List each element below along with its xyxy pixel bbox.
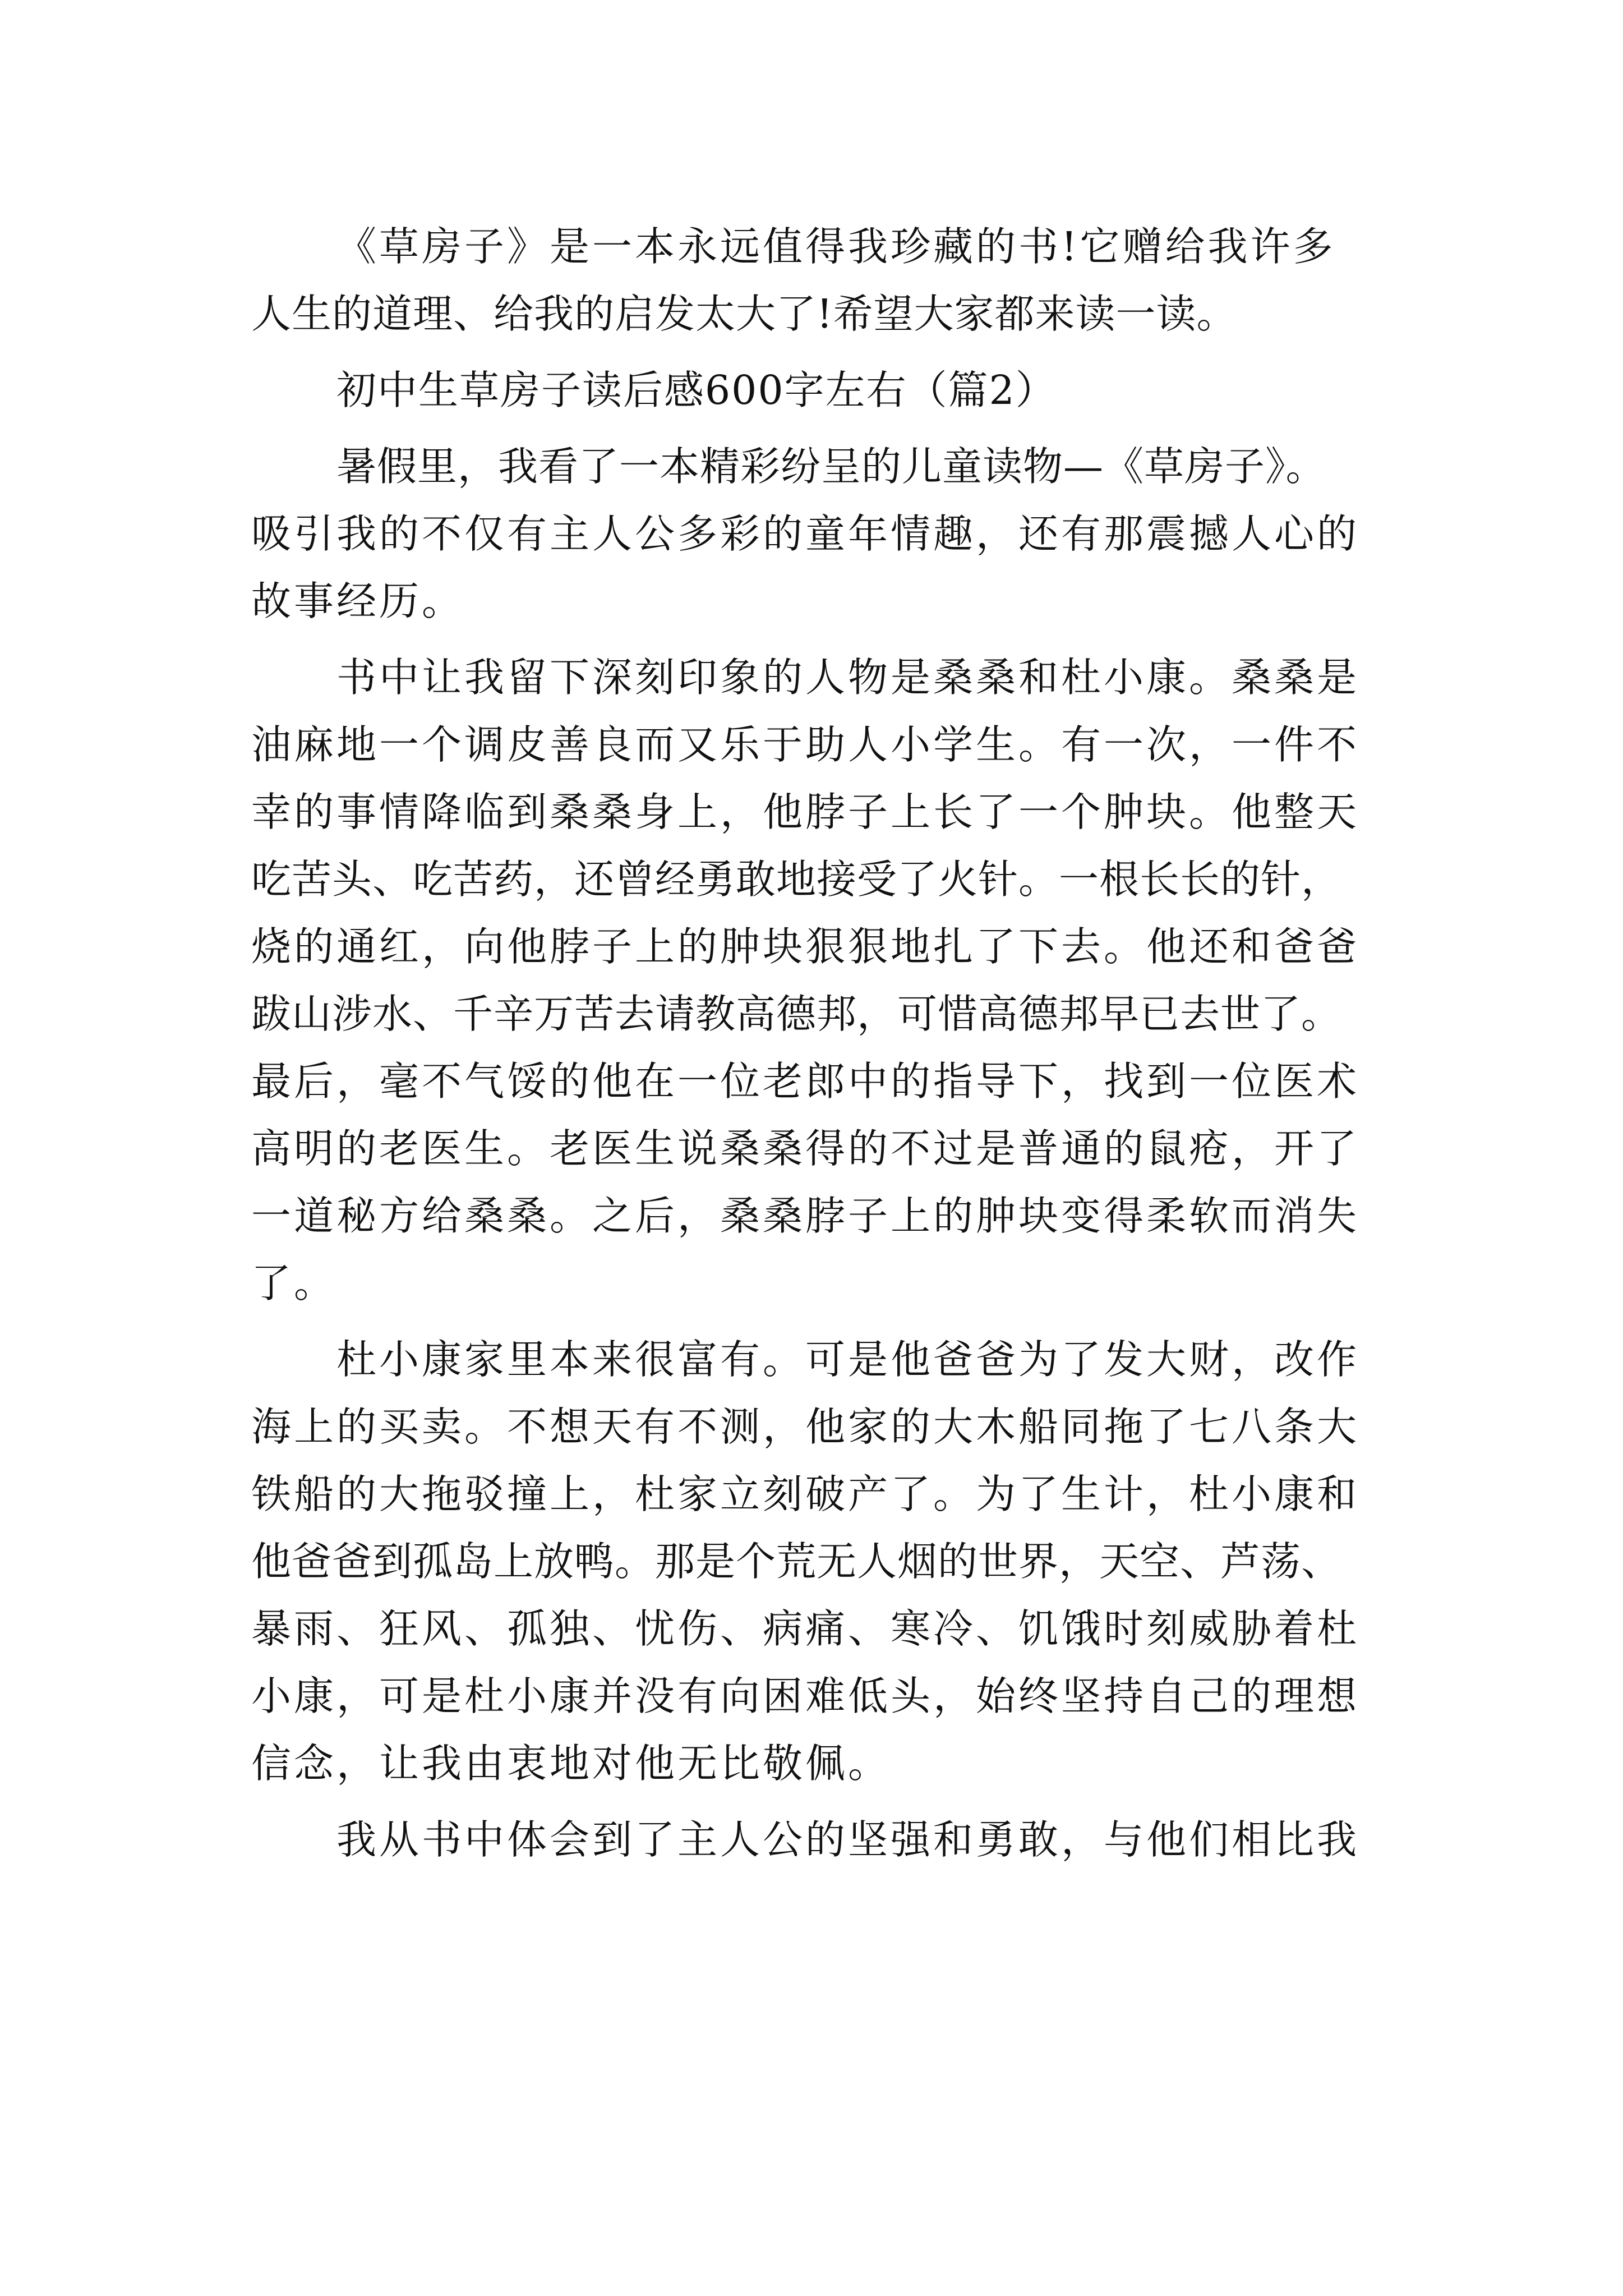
text-line: 烧的通红，向他脖子上的肿块狠狠地扎了下去。他还和爸爸 bbox=[251, 923, 1360, 970]
paragraph-intro bbox=[251, 433, 1390, 635]
text-line: 我从书中体会到了主人公的坚强和勇敢，与他们相比我 bbox=[336, 1816, 1360, 1863]
text-line: 油麻地一个调皮善良而又乐于助人小学生。有一次，一件不 bbox=[251, 721, 1360, 768]
text-line: 吸引我的不仅有主人公多彩的童年情趣，还有那震撼人心的 bbox=[251, 510, 1360, 557]
text-line: 吃苦头、吃苦药，还曾经勇敢地接受了火针。一根长长的针， bbox=[251, 856, 1342, 903]
text-line: 书中让我留下深刻印象的人物是桑桑和杜小康。桑桑是 bbox=[336, 654, 1360, 701]
text-line: 暴雨、狂风、孤独、忧伤、病痛、寒冷、饥饿时刻威胁着杜 bbox=[251, 1605, 1360, 1652]
text-line: 最后，毫不气馁的他在一位老郎中的指导下，找到一位医术 bbox=[251, 1058, 1360, 1105]
text-line: 信念，让我由衷地对他无比敬佩。 bbox=[251, 1740, 891, 1787]
text-line: 人生的道理、给我的启发太大了!希望大家都来读一读。 bbox=[251, 291, 1237, 337]
paragraph-sangsang bbox=[251, 644, 1390, 1317]
text-line: 幸的事情降临到桑桑身上，他脖子上长了一个肿块。他整天 bbox=[251, 789, 1360, 835]
paragraph-conclusion bbox=[251, 213, 1390, 348]
text-line: 跋山涉水、千辛万苦去请教高德邦，可惜高德邦早已去世了。 bbox=[251, 991, 1342, 1037]
section-heading: 初中生草房子读后感600字左右（篇2） bbox=[336, 367, 1057, 413]
text-line: 暑假里，我看了一本精彩纷呈的儿童读物—《草房子》。 bbox=[336, 443, 1326, 490]
paragraph-duxiaokang bbox=[251, 1326, 1390, 1797]
text-line: 他爸爸到孤岛上放鸭。那是个荒无人烟的世界，天空、芦荡、 bbox=[251, 1538, 1342, 1585]
text-line: 了。 bbox=[251, 1260, 337, 1306]
text-line: 海上的买卖。不想天有不测，他家的大木船同拖了七八条大 bbox=[251, 1404, 1360, 1450]
text-line: 一道秘方给桑桑。之后，桑桑脖子上的肿块变得柔软而消失 bbox=[251, 1193, 1360, 1239]
paragraph-reflection bbox=[251, 1806, 1390, 1874]
text-line: 杜小康家里本来很富有。可是他爸爸为了发大财，改作 bbox=[336, 1336, 1360, 1383]
text-line: 《草房子》是一本永远值得我珍藏的书!它赠给我许多 bbox=[336, 223, 1336, 270]
text-line: 小康，可是杜小康并没有向困难低头，始终坚持自己的理想 bbox=[251, 1673, 1360, 1719]
document-body bbox=[251, 213, 1390, 1883]
text-line: 高明的老医生。老医生说桑桑得的不过是普通的鼠疮，开了 bbox=[251, 1125, 1360, 1172]
text-line: 铁船的大拖驳撞上，杜家立刻破产了。为了生计，杜小康和 bbox=[251, 1471, 1360, 1517]
text-line: 故事经历。 bbox=[251, 578, 465, 624]
